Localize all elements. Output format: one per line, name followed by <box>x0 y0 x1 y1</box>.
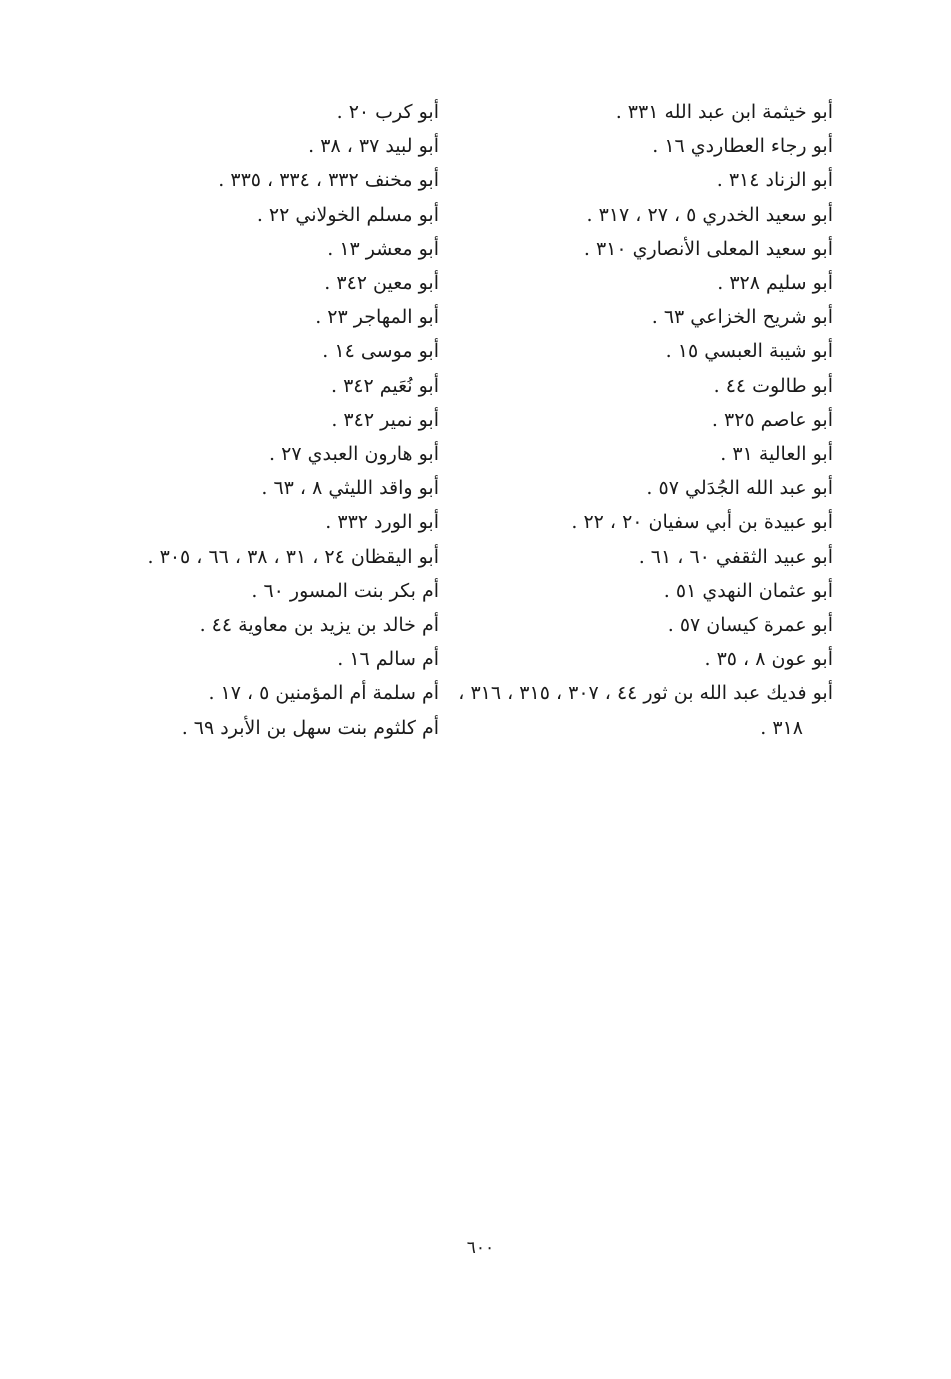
index-entry: أبو شريح الخزاعي ٦٣ . <box>651 306 833 329</box>
index-entry: أبو عثمان النهدي ٥١ . <box>663 579 833 602</box>
index-entry: أبو خيثمة ابن عبد الله ٣٣١ . <box>615 101 833 123</box>
index-entry: أبو عمرة كيسان ٥٧ . <box>667 614 833 637</box>
page-number: ٦٠٠ <box>466 1238 495 1258</box>
index-entry: أبو عبد الله الجُدَلي ٥٧ . <box>646 477 833 500</box>
index-entry: أبو عون ٨ ، ٣٥ . <box>704 648 833 671</box>
index-entry: أبو فديك عبد الله بن ثور ٤٤ ، ٣٠٧ ، ٣١٥ ، ٣١٦ ، ٣١٨ . <box>458 682 833 739</box>
index-entry: أبو سليم ٣٢٨ . <box>717 272 833 295</box>
index-entry: أبو مخنف ٣٣٢ ، ٣٣٤ ، ٣٣٥ . <box>218 169 439 192</box>
index-entry: أبو لبيد ٣٧ ، ٣٨ . <box>308 135 439 158</box>
index-entry: أم سلمة أم المؤمنين ٥ ، ١٧ . <box>208 682 439 705</box>
index-entry: أبو رجاء العطاردي ١٦ . <box>652 135 833 158</box>
index-entry: أبو نمير ٣٤٢ . <box>331 408 439 431</box>
index-entry: أبو كرب ٢٠ . <box>336 101 439 123</box>
index-entry: أبو العالية ٣١ . <box>720 443 833 466</box>
index-entry: أبو الزناد ٣١٤ . <box>716 169 833 192</box>
index-entry: أبو سعيد الخدري ٥ ، ٢٧ ، ٣١٧ . <box>586 203 833 226</box>
index-entry: أم كلثوم بنت سهل بن الأبرد ٦٩ . <box>181 716 439 739</box>
index-entry: أبو واقد الليثي ٨ ، ٦٣ . <box>261 477 439 500</box>
index-entry: أبو الورد ٣٣٢ . <box>325 511 439 534</box>
index-entry: أبو اليقظان ٢٤ ، ٣١ ، ٣٨ ، ٦٦ ، ٣٠٥ . <box>147 545 439 568</box>
index-entry: أبو المهاجر ٢٣ . <box>315 306 439 329</box>
index-entry: أبو طالوت ٤٤ . <box>713 374 833 397</box>
index-entry: أبو عاصم ٣٢٥ . <box>711 408 833 431</box>
index-entry: أبو مسلم الخولاني ٢٢ . <box>256 203 439 226</box>
index-entry: أم سالم ١٦ . <box>337 648 439 671</box>
index-column-right <box>453 95 833 745</box>
index-entry: أم بكر بنت المسور ٦٠ . <box>251 579 439 602</box>
index-entry: أبو معشر ١٣ . <box>327 237 439 260</box>
index-entry: أبو عبيد الثقفي ٦٠ ، ٦١ . <box>638 545 833 568</box>
index-entry: أبو عبيدة بن أبي سفيان ٢٠ ، ٢٢ . <box>571 511 833 534</box>
index-column-left <box>109 95 439 745</box>
index-entry: أبو سعيد المعلى الأنصاري ٣١٠ . <box>583 237 833 260</box>
index-entry: أبو شيبة العبسي ١٥ . <box>665 340 833 363</box>
index-entry: أبو نُعَيم ٣٤٢ . <box>330 374 439 397</box>
index-entry: أبو هارون العبدي ٢٧ . <box>269 443 439 466</box>
index-entry: أبو موسى ١٤ . <box>322 340 439 363</box>
index-entry: أم خالد بن يزيد بن معاوية ٤٤ . <box>199 614 439 637</box>
index-entry: أبو معين ٣٤٢ . <box>324 272 439 295</box>
